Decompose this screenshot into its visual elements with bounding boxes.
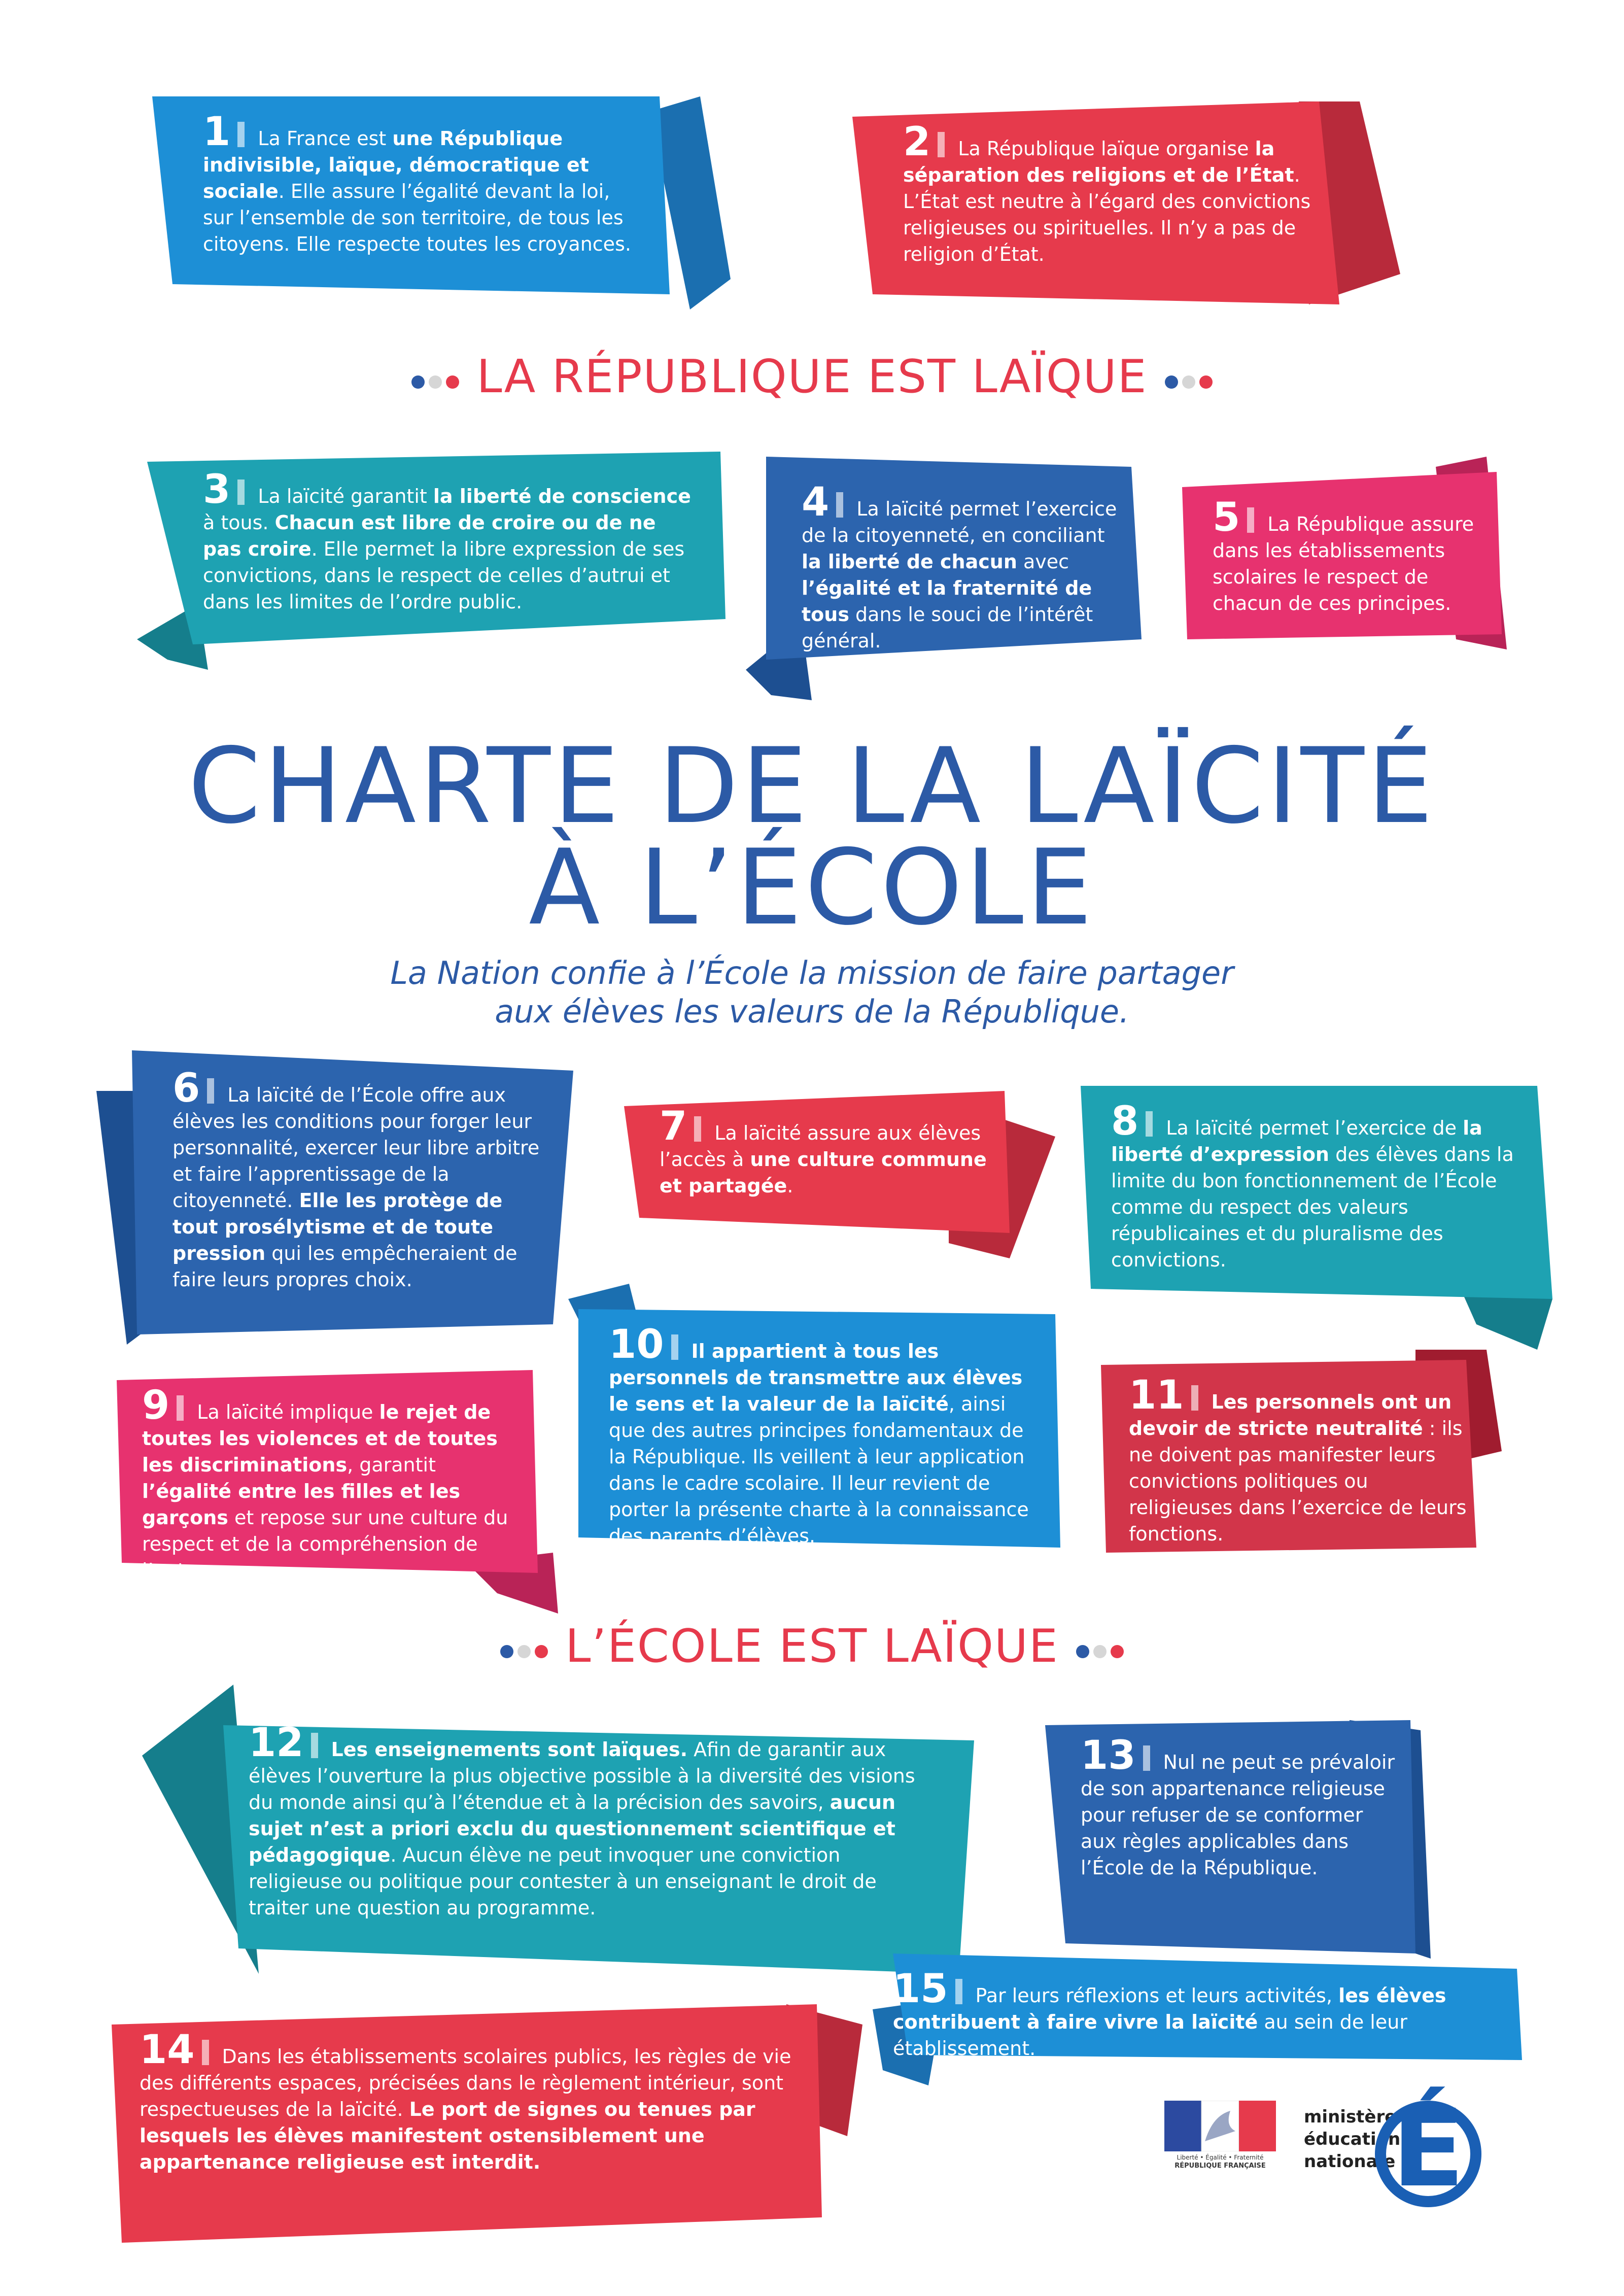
republique-name: RÉPUBLIQUE FRANÇAISE [1174, 2162, 1266, 2170]
article-number: 15 [893, 1966, 948, 2012]
article-bold-text: Chacun est libre de croire ou de ne pas croire [203, 511, 656, 560]
divider-bar [694, 1116, 701, 1142]
section-heading-ecole [0, 1619, 1624, 1677]
page-subtitle [0, 954, 1624, 1031]
tricolor-dots [1074, 1621, 1126, 1677]
article-text: . [787, 1175, 793, 1197]
article-text: . Aucun élève ne peut invoquer une conviction religieuse ou politique pour contester à un enseignant le droit de traiter une question au programme. [249, 1844, 877, 1919]
article-bold-text: une culture commune et partagée [660, 1148, 987, 1197]
article-6-card [96, 1050, 573, 1345]
article-bold-text: Le port de signes ou tenues par lesquels les élèves manifestent ostensiblement une appartenance religieuse est interdit. [140, 2098, 755, 2173]
article-bold-text: la séparation des religions et de l’État [903, 138, 1294, 186]
article-number: 9 [142, 1383, 170, 1428]
divider-bar [207, 1078, 214, 1104]
divider-bar [202, 2040, 209, 2065]
article-bold-text: aucun sujet n’est a priori exclu du questionnement scientifique et pédagogique [249, 1791, 896, 1866]
article-bold-text: Il appartient à tous les personnels de transmettre aux élèves le sens et la valeur de la laïcité [609, 1340, 1023, 1415]
article-bold-text: Les personnels ont un devoir de stricte neutralité [1129, 1391, 1452, 1440]
article-text: La laïcité assure aux élèves l’accès à [660, 1122, 981, 1171]
article-bold-text: l’égalité entre les filles et les garçons [142, 1480, 461, 1529]
section-heading-republique [0, 349, 1624, 407]
article-11-card [1101, 1350, 1502, 1553]
article-text: . Elle assure l’égalité devant la loi, sur l’ensemble de son territoire, de tous les citoyens. Elle respecte toutes les croyances. [203, 180, 631, 255]
section-label: L’ÉCOLE EST LAÏQUE [565, 1620, 1059, 1673]
divider-bar [311, 1733, 318, 1758]
article-text: , garantit [347, 1454, 436, 1476]
article-text: au sein de leur établissement. [893, 2011, 1407, 2060]
article-number: 1 [203, 109, 231, 155]
article-number: 4 [802, 479, 830, 525]
article-text: La laïcité de l’École offre aux élèves les conditions pour forger leur personnalité, exercer leur libre arbitre et faire l’apprentissage de la citoyenneté. [172, 1084, 540, 1212]
republique-francaise-logo [1164, 2101, 1276, 2172]
article-number: 12 [249, 1720, 304, 1766]
article-text: à tous. [203, 511, 275, 534]
article-bold-text: la liberté de chacun [802, 551, 1017, 573]
article-text: La laïcité permet l’exercice de la citoyenneté, en conciliant [802, 498, 1117, 546]
republique-motto: Liberté • Égalité • Fraternité [1177, 2154, 1264, 2161]
article-number: 13 [1081, 1733, 1136, 1778]
article-4-card [746, 457, 1147, 700]
title-line: À L’ÉCOLE [529, 828, 1095, 948]
article-text: Nul ne peut se prévaloir de son appartenance religieuse pour refuser de se conformer aux règles applicables dans l’École de la République. [1081, 1751, 1395, 1879]
article-5-card [1182, 457, 1507, 649]
article-text: et repose sur une culture du respect et de la compréhension de l’autre. [142, 1506, 508, 1582]
divider-bar [836, 492, 843, 518]
divider-bar [237, 122, 245, 147]
divider-bar [177, 1395, 184, 1421]
article-number: 7 [660, 1104, 687, 1149]
article-text: avec [1017, 551, 1069, 573]
tricolor-dots [498, 1621, 550, 1677]
divider-bar [237, 479, 245, 505]
tricolor-dots [409, 352, 461, 407]
ministere-education-logo [1304, 2085, 1497, 2217]
divider-bar [1247, 507, 1254, 533]
divider-bar [1191, 1385, 1198, 1411]
ministere-line: éducation [1304, 2129, 1401, 2149]
divider-bar [938, 132, 945, 157]
article-bold-text: les élèves contribuent à faire vivre la laïcité [893, 1984, 1446, 2033]
article-3-card [137, 452, 725, 670]
article-text: La France est [258, 127, 393, 150]
article-bold-text: la liberté d’expression [1111, 1117, 1482, 1166]
article-number: 10 [609, 1322, 664, 1367]
article-number: 8 [1111, 1099, 1139, 1144]
article-text: La laïcité implique [197, 1401, 379, 1423]
article-number: 11 [1129, 1373, 1184, 1418]
article-15-card [873, 1954, 1522, 2085]
article-text: La laïcité garantit [258, 485, 433, 507]
article-1-card [152, 96, 731, 310]
article-13-card [1045, 1720, 1431, 1959]
article-7-card [624, 1091, 1055, 1258]
article-text: . L’État est neutre à l’égard des convictions religieuses ou spirituelles. Il n’y a pas de religion d’État. [903, 164, 1311, 265]
article-text: dans le souci de l’intérêt général. [802, 603, 1093, 652]
article-10-card [568, 1284, 1060, 1548]
ministere-line: ministère [1304, 2107, 1397, 2127]
article-14-card [112, 2004, 862, 2243]
divider-bar [671, 1334, 678, 1360]
ministere-line: nationale [1304, 2151, 1396, 2172]
article-bold-text: Les enseignements sont laïques. [331, 1738, 688, 1761]
article-text: . Elle permet la libre expression de ses convictions, dans le respect de celles d’autrui et dans les limites de l’ordre public. [203, 538, 685, 613]
article-text: : ils ne doivent pas manifester leurs convictions politiques ou religieuses dans l’exercice de leurs fonctions. [1129, 1417, 1467, 1545]
article-bold-text: la liberté de conscience [433, 485, 691, 507]
article-text: La République laïque organise [958, 138, 1255, 160]
divider-bar [1146, 1111, 1153, 1137]
title-line: CHARTE DE LA LAÏCITÉ [188, 726, 1436, 847]
article-text: La République assure dans les établissements scolaires le respect de chacun de ces principes. [1213, 513, 1474, 614]
divider-bar [1143, 1745, 1150, 1771]
article-text: Afin de garantir aux élèves l’ouverture la plus objective possible à la diversité des visions du monde ainsi qu’à l’étendue et à la précision des savoirs, [249, 1738, 915, 1813]
article-number: 14 [140, 2027, 195, 2073]
article-bold-text: Elle les protège de tout prosélytisme et de toute pression [172, 1189, 503, 1264]
page-title [0, 726, 1624, 948]
divider-bar [955, 1979, 962, 2004]
article-number: 2 [903, 119, 931, 165]
subtitle-line: La Nation confie à l’École la mission de faire partager [390, 954, 1234, 991]
article-text: Dans les établissements scolaires publics, les règles de vie des différents espaces, précisées dans le règlement intérieur, sont respectueuses de la laïcité. [140, 2045, 791, 2120]
tricolor-dots [1163, 352, 1215, 407]
article-text: La laïcité permet l’exercice de [1166, 1117, 1463, 1139]
article-bold-text: une République indivisible, laïque, démocratique et sociale [203, 127, 589, 202]
article-bold-text: l’égalité et la fraternité de tous [802, 577, 1092, 626]
section-label: LA RÉPUBLIQUE EST LAÏQUE [476, 350, 1148, 403]
article-2-card [852, 101, 1400, 304]
article-text: des élèves dans la limite du bon fonctionnement de l’École comme du respect des valeurs républicaines et du pluralisme des convictions. [1111, 1143, 1514, 1271]
article-text: Par leurs réflexions et leurs activités, [975, 1984, 1339, 2007]
article-8-card [1081, 1086, 1552, 1350]
article-text: qui les empêcheraient de faire leurs propres choix. [172, 1242, 517, 1291]
ministere-letter: É [1392, 2086, 1465, 2211]
article-9-card [117, 1370, 558, 1614]
article-bold-text: le rejet de toutes les violences et de toutes les discriminations [142, 1401, 498, 1476]
subtitle-line: aux élèves les valeurs de la République. [495, 993, 1129, 1030]
marianne-icon [1164, 2101, 1276, 2151]
article-12-card [142, 1685, 974, 1974]
article-number: 3 [203, 467, 231, 512]
article-text: , ainsi que des autres principes fondamentaux de la République. Ils veillent à leur application dans le cadre scolaire. Il leur revient de porter la présente charte à la connaissance des parents d’élèves. [609, 1393, 1029, 1547]
article-number: 6 [172, 1066, 200, 1111]
article-number: 5 [1213, 495, 1240, 540]
